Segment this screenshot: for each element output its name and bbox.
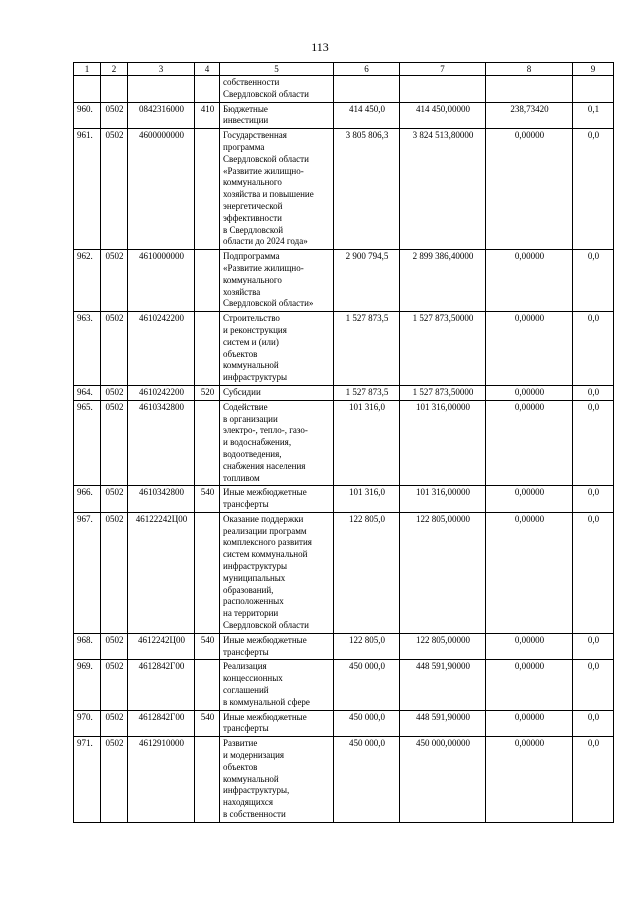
target-article-cell: 4610342800 — [128, 400, 195, 486]
table-row — [74, 710, 614, 737]
section-code-cell: 0502 — [101, 250, 128, 312]
approved-amount-cell: 1 527 873,5 — [334, 385, 400, 400]
executed-amount-cell: 0,00000 — [486, 633, 573, 660]
refined-amount-cell: 448 591,90000 — [400, 710, 486, 737]
table-row — [74, 76, 614, 103]
executed-amount-cell: 0,00000 — [486, 250, 573, 312]
execution-percent-cell: 0,1 — [573, 102, 614, 129]
row-number-cell: 961. — [74, 129, 101, 250]
execution-percent-cell: 0,0 — [573, 486, 614, 513]
table-row — [74, 312, 614, 386]
table-body — [74, 76, 614, 823]
section-code-cell: 0502 — [101, 312, 128, 386]
executed-amount-cell: 0,00000 — [486, 710, 573, 737]
approved-amount-cell: 122 805,0 — [334, 512, 400, 633]
expense-type-cell: 410 — [195, 102, 220, 129]
refined-amount-cell: 1 527 873,50000 — [400, 385, 486, 400]
approved-amount-cell: 450 000,0 — [334, 660, 400, 710]
item-name-cell: Содействие в организации электро-, тепло-, газо- и водоснабжения, водоотведения, снабжения населения топливом — [220, 400, 334, 486]
approved-amount-cell: 101 316,0 — [334, 486, 400, 513]
expense-type-cell: 540 — [195, 486, 220, 513]
column-header: 9 — [573, 63, 614, 76]
table-row — [74, 129, 614, 250]
target-article-cell: 4612842Г00 — [128, 660, 195, 710]
target-article-cell: 4610242200 — [128, 385, 195, 400]
executed-amount-cell: 0,00000 — [486, 737, 573, 823]
target-article-cell — [128, 76, 195, 103]
table-row — [74, 512, 614, 633]
column-header: 7 — [400, 63, 486, 76]
row-number-cell — [74, 76, 101, 103]
executed-amount-cell: 0,00000 — [486, 512, 573, 633]
execution-percent-cell: 0,0 — [573, 400, 614, 486]
section-code-cell: 0502 — [101, 385, 128, 400]
executed-amount-cell: 0,00000 — [486, 129, 573, 250]
row-number-cell: 967. — [74, 512, 101, 633]
refined-amount-cell: 1 527 873,50000 — [400, 312, 486, 386]
refined-amount-cell: 101 316,00000 — [400, 486, 486, 513]
expense-type-cell — [195, 660, 220, 710]
table-row — [74, 250, 614, 312]
page-number: 113 — [311, 40, 329, 54]
execution-percent-cell: 0,0 — [573, 512, 614, 633]
executed-amount-cell: 238,73420 — [486, 102, 573, 129]
table-row — [74, 102, 614, 129]
execution-percent-cell: 0,0 — [573, 385, 614, 400]
refined-amount-cell: 448 591,90000 — [400, 660, 486, 710]
refined-amount-cell: 122 805,00000 — [400, 512, 486, 633]
section-code-cell: 0502 — [101, 400, 128, 486]
target-article-cell: 4610000000 — [128, 250, 195, 312]
section-code-cell: 0502 — [101, 737, 128, 823]
executed-amount-cell: 0,00000 — [486, 312, 573, 386]
expense-type-cell — [195, 737, 220, 823]
target-article-cell: 46122242Ц00 — [128, 512, 195, 633]
table-row — [74, 385, 614, 400]
item-name-cell: Иные межбюджетные трансферты — [220, 710, 334, 737]
approved-amount-cell — [334, 76, 400, 103]
section-code-cell: 0502 — [101, 710, 128, 737]
budget-table — [73, 62, 614, 823]
refined-amount-cell: 122 805,00000 — [400, 633, 486, 660]
expense-type-cell: 540 — [195, 633, 220, 660]
refined-amount-cell: 414 450,00000 — [400, 102, 486, 129]
column-header: 1 — [74, 63, 101, 76]
approved-amount-cell: 450 000,0 — [334, 737, 400, 823]
row-number-cell: 962. — [74, 250, 101, 312]
refined-amount-cell: 450 000,00000 — [400, 737, 486, 823]
row-number-cell: 965. — [74, 400, 101, 486]
execution-percent-cell — [573, 76, 614, 103]
approved-amount-cell: 414 450,0 — [334, 102, 400, 129]
row-number-cell: 970. — [74, 710, 101, 737]
row-number-cell: 968. — [74, 633, 101, 660]
item-name-cell: Иные межбюджетные трансферты — [220, 486, 334, 513]
executed-amount-cell: 0,00000 — [486, 385, 573, 400]
section-code-cell: 0502 — [101, 129, 128, 250]
item-name-cell: Реализация концессионных соглашений в коммунальной сфере — [220, 660, 334, 710]
table-row — [74, 486, 614, 513]
approved-amount-cell: 1 527 873,5 — [334, 312, 400, 386]
item-name-cell: собственности Свердловской области — [220, 76, 334, 103]
table-row — [74, 400, 614, 486]
expense-type-cell — [195, 76, 220, 103]
row-number-cell: 966. — [74, 486, 101, 513]
approved-amount-cell: 3 805 806,3 — [334, 129, 400, 250]
target-article-cell: 4612842Г00 — [128, 710, 195, 737]
expense-type-cell — [195, 250, 220, 312]
executed-amount-cell — [486, 76, 573, 103]
executed-amount-cell: 0,00000 — [486, 486, 573, 513]
execution-percent-cell: 0,0 — [573, 660, 614, 710]
expense-type-cell — [195, 129, 220, 250]
item-name-cell: Оказание поддержки реализации программ комплексного развития систем коммунальной инфраструктуры муниципальных образований, расположенных на территории Свердловской области — [220, 512, 334, 633]
row-number-cell: 969. — [74, 660, 101, 710]
row-number-cell: 971. — [74, 737, 101, 823]
expense-type-cell — [195, 400, 220, 486]
target-article-cell: 4610342800 — [128, 486, 195, 513]
column-header: 6 — [334, 63, 400, 76]
target-article-cell: 4600000000 — [128, 129, 195, 250]
executed-amount-cell: 0,00000 — [486, 660, 573, 710]
execution-percent-cell: 0,0 — [573, 129, 614, 250]
item-name-cell: Бюджетные инвестиции — [220, 102, 334, 129]
refined-amount-cell: 101 316,00000 — [400, 400, 486, 486]
column-header: 4 — [195, 63, 220, 76]
item-name-cell: Иные межбюджетные трансферты — [220, 633, 334, 660]
expense-type-cell: 520 — [195, 385, 220, 400]
execution-percent-cell: 0,0 — [573, 250, 614, 312]
target-article-cell: 4610242200 — [128, 312, 195, 386]
approved-amount-cell: 122 805,0 — [334, 633, 400, 660]
execution-percent-cell: 0,0 — [573, 312, 614, 386]
execution-percent-cell: 0,0 — [573, 737, 614, 823]
column-header: 3 — [128, 63, 195, 76]
approved-amount-cell: 2 900 794,5 — [334, 250, 400, 312]
section-code-cell: 0502 — [101, 512, 128, 633]
column-header: 5 — [220, 63, 334, 76]
expense-type-cell — [195, 312, 220, 386]
table-row — [74, 633, 614, 660]
execution-percent-cell: 0,0 — [573, 633, 614, 660]
item-name-cell: Подпрограмма «Развитие жилищно- коммунального хозяйства Свердловской области» — [220, 250, 334, 312]
expense-type-cell: 540 — [195, 710, 220, 737]
section-code-cell: 0502 — [101, 486, 128, 513]
item-name-cell: Государственная программа Свердловской области «Развитие жилищно- коммунального хозяйства и повышение энергетической эффективности в Свердловской области до 2024 года» — [220, 129, 334, 250]
refined-amount-cell: 3 824 513,80000 — [400, 129, 486, 250]
item-name-cell: Строительство и реконструкция систем и (или) объектов коммунальной инфраструктуры — [220, 312, 334, 386]
expense-type-cell — [195, 512, 220, 633]
row-number-cell: 964. — [74, 385, 101, 400]
approved-amount-cell: 101 316,0 — [334, 400, 400, 486]
target-article-cell: 0842316000 — [128, 102, 195, 129]
refined-amount-cell — [400, 76, 486, 103]
target-article-cell: 4612242Ц00 — [128, 633, 195, 660]
table-row — [74, 660, 614, 710]
approved-amount-cell: 450 000,0 — [334, 710, 400, 737]
table-row — [74, 737, 614, 823]
column-header: 2 — [101, 63, 128, 76]
refined-amount-cell: 2 899 386,40000 — [400, 250, 486, 312]
executed-amount-cell: 0,00000 — [486, 400, 573, 486]
section-code-cell: 0502 — [101, 102, 128, 129]
execution-percent-cell: 0,0 — [573, 710, 614, 737]
section-code-cell: 0502 — [101, 633, 128, 660]
target-article-cell: 4612910000 — [128, 737, 195, 823]
section-code-cell: 0502 — [101, 660, 128, 710]
section-code-cell — [101, 76, 128, 103]
item-name-cell: Развитие и модернизация объектов коммунальной инфраструктуры, находящихся в собственности — [220, 737, 334, 823]
row-number-cell: 963. — [74, 312, 101, 386]
row-number-cell: 960. — [74, 102, 101, 129]
column-header: 8 — [486, 63, 573, 76]
item-name-cell: Субсидии — [220, 385, 334, 400]
header-row — [74, 63, 614, 76]
